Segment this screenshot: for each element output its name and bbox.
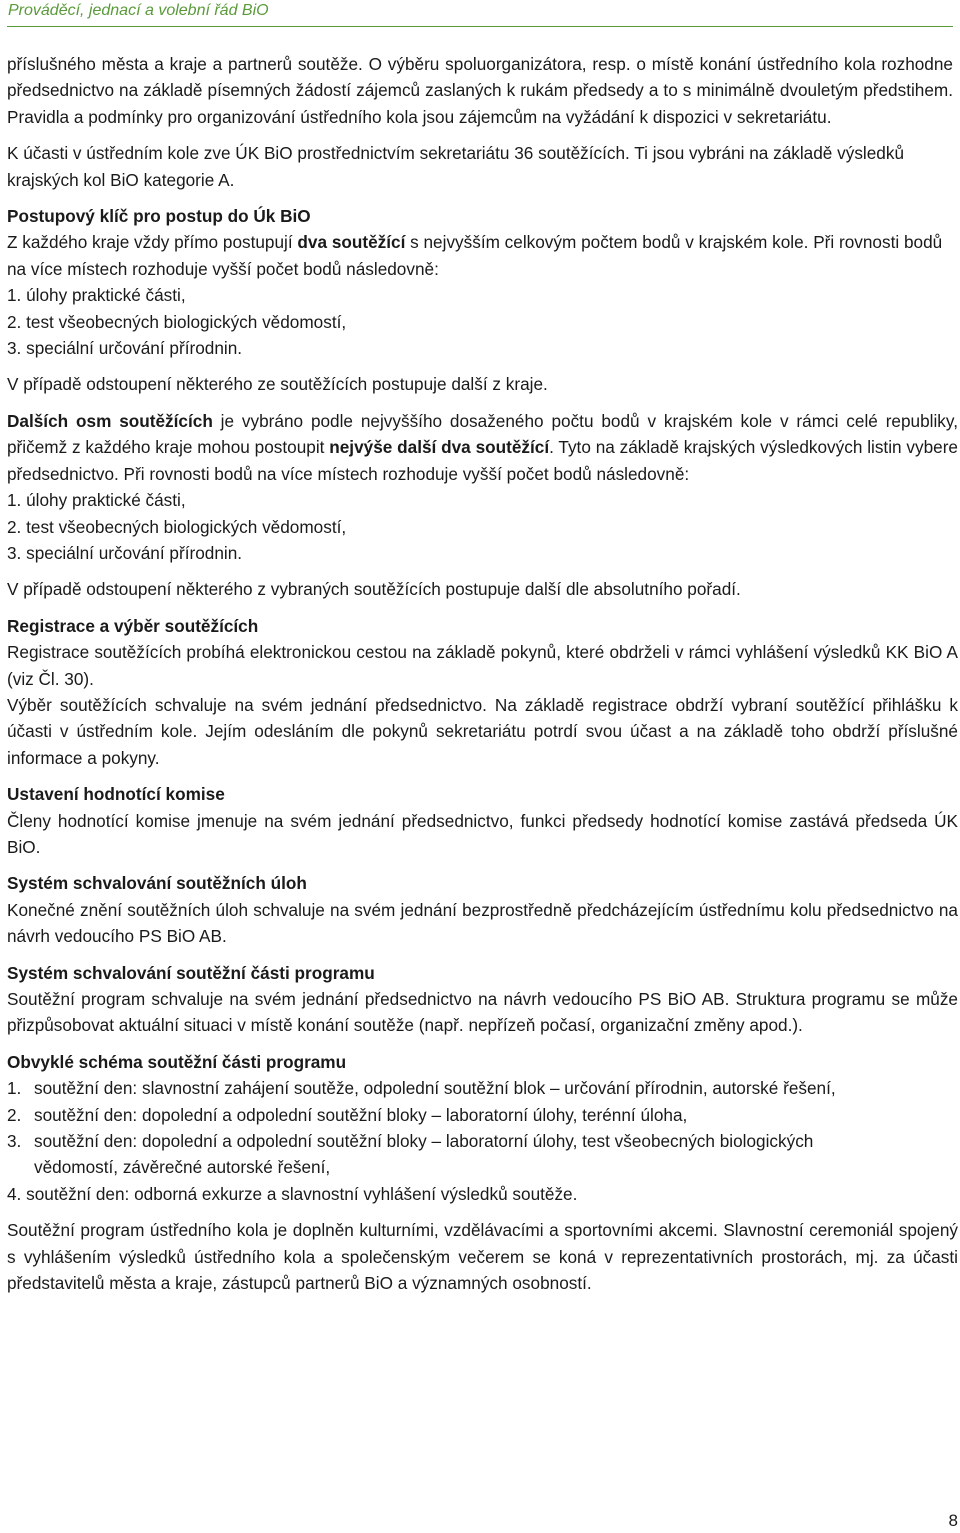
committee-heading: Ustavení hodnotící komise xyxy=(7,784,225,805)
program-paragraph: Soutěžní program schvaluje na svém jednání předsednictvo na návrh vedoucího PS BiO AB. Struktura programu se může přizpůsobovat aktuální situaci v místě konání soutěže (např. nepřízeň počasí, organizační změny apod.). xyxy=(7,989,958,1036)
intro-paragraph: příslušného města a kraje a partnerů soutěže. O výběru spoluorganizátora, resp. o místě konání ústředního kola rozhodne předsednictvo na základě písemných žádostí zájemců zaslaných k rukám předsedy a to s minimálně dvouletým předstihem. Pravidla a podmínky pro organizování ústředního kola jsou zájemcům na vyžádání k dispozici v sekretariátu. xyxy=(7,54,953,127)
header-title: Prováděcí, jednací a volební řád BiO xyxy=(8,2,269,19)
key-paragraph-1: Z každého kraje vždy přímo postupují dva soutěžící s nejvyšším celkovým počtem bodů v krajském kole. Při rovnosti bodů na více místech rozhoduje vyšší počet bodů následovně: xyxy=(7,232,943,279)
closing-paragraph: Soutěžní program ústředního kola je doplněn kulturními, vzdělávacími a sportovními akcemi. Slavnostní ceremoniál spojený s vyhlášením výsledků ústředního kola a společenským večerem se koná v reprezentativních prostorách, mj. za účasti představitelů města a kraje, zástupců partnerů BiO a významných osobností. xyxy=(7,1220,958,1294)
key-list-item: 2. test všeobecných biologických vědomostí, xyxy=(7,311,347,332)
key-paragraph-2: Dalších osm soutěžících je vybráno podle nejvyššího dosaženého počtu bodů v krajském kole v rámci celé republiky, přičemž z každého kraje mohou postoupit nejvýše další dva soutěžící. Tyto na základě krajských výsledkových listin vybere předsednictvo. Při rovnosti bodů na více místech rozhoduje vyšší počet bodů následovně: xyxy=(7,410,958,484)
key-list-item: 1. úlohy praktické části, xyxy=(7,490,186,511)
schema-list-item: 1. soutěžní den: slavnostní zahájení soutěže, odpolední soutěžní blok – určování přírodnin, autorské řešení, xyxy=(7,1078,836,1099)
committee-paragraph: Členy hodnotící komise jmenuje na svém jednání předsednictvo, funkci předsedy hodnotící komise zastává předseda ÚK BiO. xyxy=(7,810,958,857)
schema-heading: Obvyklé schéma soutěžní části programu xyxy=(7,1051,347,1072)
schema-list-item: 4. soutěžní den: odborná exkurze a slavnostní vyhlášení výsledků soutěže. xyxy=(7,1183,578,1204)
key-note-1: V případě odstoupení některého ze soutěžících postupuje další z kraje. xyxy=(7,374,548,395)
schema-list xyxy=(7,1075,958,1181)
page-header xyxy=(7,0,953,27)
key-list-item: 1. úlohy praktické části, xyxy=(7,285,186,306)
schema-list-item: 2. soutěžní den: dopolední a odpolední soutěžní bloky – laboratorní úlohy, terénní úloha, xyxy=(7,1104,688,1125)
registration-paragraph-1: Registrace soutěžících probíhá elektronickou cestou na základě pokynů, které obdrželi v rámci vyhlášení výsledků KK BiO A (viz Čl. 30). xyxy=(7,642,958,689)
page-number: 8 xyxy=(948,1511,958,1530)
registration-paragraph-2: Výběr soutěžících schvaluje na svém jednání předsednictvo. Na základě registrace obdrží vybraní soutěžící přihlášku k účasti v ústředním kole. Jejím odesláním dle pokynů sekretariátu potrdí svou účast a na základě toho obdrží příslušné informace a pokyny. xyxy=(7,694,958,768)
key-note-2: V případě odstoupení některého z vybraných soutěžících postupuje další dle absolutního pořadí. xyxy=(7,579,741,600)
key-list-item: 3. speciální určování přírodnin. xyxy=(7,338,243,359)
registration-heading: Registrace a výběr soutěžících xyxy=(7,615,259,636)
tasks-heading: Systém schvalování soutěžních úloh xyxy=(7,873,307,894)
tasks-paragraph: Konečné znění soutěžních úloh schvaluje na svém jednání bezprostředně předcházejícím ústřednímu kolu předsednictvo na návrh vedoucího PS BiO AB. xyxy=(7,899,958,947)
key-list-item: 2. test všeobecných biologických vědomostí, xyxy=(7,516,347,537)
schema-list-item: 3. soutěžní den: dopolední a odpolední soutěžní bloky – laboratorní úlohy, test všeobecných biologických vědomostí, závěrečné autorské řešení, xyxy=(7,1131,814,1178)
document-body xyxy=(7,51,958,1296)
key-list-item: 3. speciální určování přírodnin. xyxy=(7,542,243,563)
key-heading: Postupový klíč pro postup do Úk BiO xyxy=(7,206,311,227)
program-heading: Systém schvalování soutěžní části programu xyxy=(7,962,375,983)
participation-paragraph: K účasti v ústředním kole zve ÚK BiO prostřednictvím sekretariátu 36 soutěžících. Ti jsou vybráni na základě výsledků krajských kol BiO kategorie A. xyxy=(7,143,905,190)
